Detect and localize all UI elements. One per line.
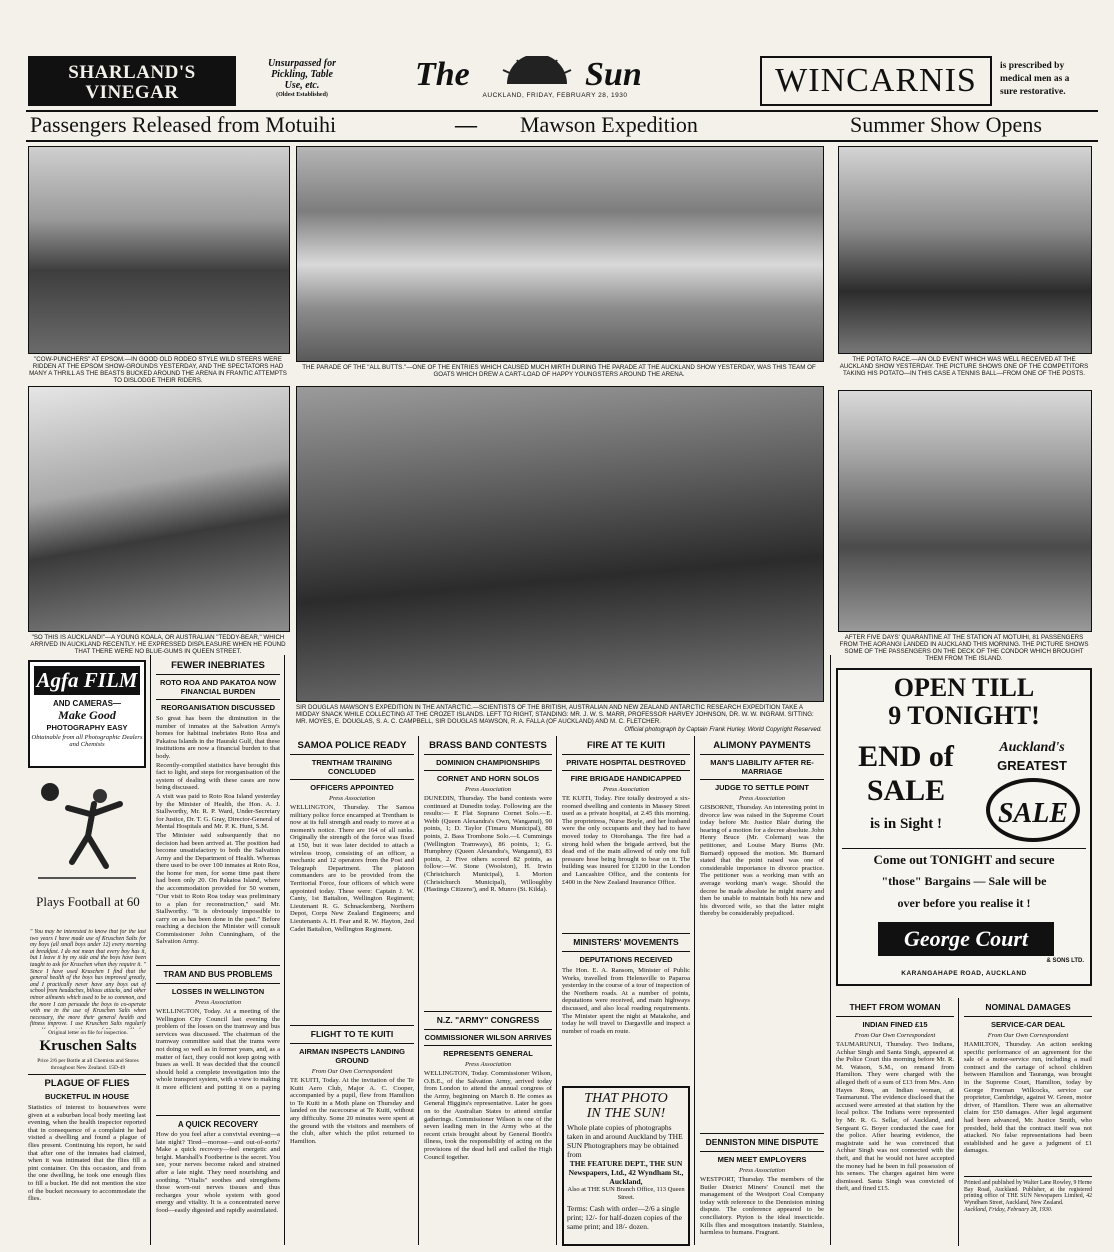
quarantine-caption: AFTER FIVE DAYS' QUARANTINE AT THE STATION AT MOTUIHI, 81 PASSENGERS FROM THE AORANGI LANDED IN AUCKLAND THIS MORNING. THE PICTURE SHOWS SOME OF THE PASSENGERS ON THE DECK OF THE CONDOR WHICH BROUGHT THEM FROM THE ISLAND. [839,634,1089,662]
sharlands-brand: SHARLAND'S VINEGAR [68,62,196,103]
nameplate-sun: Sun [585,56,642,93]
george-court-brand: George Court [878,922,1054,956]
nameplate-the: The [415,56,470,93]
banner-center: Mawson Expedition [520,112,698,137]
samoa-article: SAMOA POLICE READY TRENTHAM TRAINING CONCLUDED OFFICERS APPOINTED Press Association WELLINGTON, Thursday. The Samoa military police force encamped at Trentham is now at its full strength and ready to move at a moment's notice. There are 164 of all ranks. Originally the strength of the force was fixed at 150, but it was later decided to attach a wireless troop, consisting of an officer, a mechanic and 12 operators from the Post and Telegraph Department. The platoon commanders are to be provided from the Territorial Force, four officers of which were appointed today. These were: Captain J. W. Canty, 1st Battalion, Wellington Regiment; Lieutenant R. G. Schnackenberg, Northern Depot, Corps New Zealand Engineers; and Lieutenants A. H. Fear and R. W. Hayton, 2nd Cadet Battalion, Wellington Regiment. [290,740,414,933]
brass-band-article: BRASS BAND CONTESTS DOMINION CHAMPIONSHIPS CORNET AND HORN SOLOS Press Association DUNEDIN, Thursday. The band contests were continued at Dunedin today. Following are the results:— E Flat Soprano Cornet Solo.—E. Webb (Queen Alexandra's Own, Wanganui), 90 points, 1; D. Taylor (Timaru Municipal), 88 points, 2. Bass Trombone Solo.—I. Cummings (Wellington Tramways), 86 points, 1; G. Humphrey (Queen Alexandra's, Wanganui), 83 points, 2. Five others scored 82 points, as follow:—W. Stone (Woolston), H. Irwin (Christchurch Municipal), I. Morton (Christchurch Municipal), Willoughby (Hastings Citizens'), and R. Munro (St. Kilda). [424,740,552,894]
mawson-credit: Official photograph by Captain Frank Hurley. World Copyright Reserved. [624,726,822,733]
footballer-illustration-icon [28,774,146,884]
banner-right: Summer Show Opens [850,112,1042,137]
fire-article: FIRE AT TE KUITI PRIVATE HOSPITAL DESTROYED FIRE BRIGADE HANDICAPPED Press Association TE KUITI, Today. Fire totally destroyed a six-roomed dwelling and contents in Massey Street used as a private hospital, at 2.45 this morning. The proprietress, Nurse Boyle, and her husband were the only occupants and they had to have moved today to Otorohanga. The fire had a strong hold when the brigade arrived, but the dead end of the main allowed of only one full pressure hose being brought to bear on it. The building was insured for £1200 in the London and Lancashire Office, and the contents for £400 in the New Zealand Insurance Office. [562,740,690,886]
banner-left: Passengers Released from Motuihi [30,112,337,137]
quarantine-passengers-photo [838,390,1092,632]
mawson-caption: SIR DOUGLAS MAWSON'S EXPEDITION IN THE ANTARCTIC.—SCIENTISTS OF THE BRITISH, AUSTRALIAN AND NEW ZEALAND ANTARCTIC RESEARCH EXPEDITION TAKE A MIDDAY SNACK WHILE COLLECTING AT THE CROZET ISLANDS. LEFT TO RIGHT, STANDING: MR. J. W. S. MARR, PROFESSOR HARVEY JOHNSON, DR. W. W. INGRAM. SITTING: MR. MOYES, E. DOUGLAS, S. A. C. CAMPBELL, SIR DOUGLAS MAWSON, R. A. FALLA (OF AUCKLAND) AND M. C. FLETCHER. [296,704,814,725]
cow-punchers-photo [28,146,290,354]
koala-caption: "SO THIS IS AUCKLAND!"—A YOUNG KOALA, OR AUSTRALIAN "TEDDY-BEAR," WHICH ARRIVED IN AUCKLAND RECENTLY. HE EXPRESSED DISPLEASURE WHEN HE FOUND THAT THERE WERE NO BLUE-GUMS IN QUEEN STREET. [30,634,286,655]
paper-nameplate [405,52,705,102]
kruschen-note: Original letter on file for inspection. [48,1030,128,1036]
george-court-sale-ad: OPEN TILL 9 TONIGHT! END of SALE is in Sight ! Auckland's GREATEST SALE Come out TONIGHT and secure "those" Bargains — Sale will be over before you realise it ! George Court & SONS LTD. KARANGAHAPE ROAD, AUCKLAND [836,668,1092,986]
kruschen-brand: Kruschen Salts [39,1038,137,1054]
agfa-brand: Agfa FILM [34,666,140,695]
cow-punchers-caption: "COW-PUNCHERS" AT EPSOM.—IN GOOD OLD RODEO STYLE WILD STEERS WERE RIDDEN AT THE EPSOM SHOW-GROUNDS YESTERDAY, AND THE SPECTATORS HAD MANY A THRILL AS THE BEASTS BUCKED AROUND THE ARENA IN FRANTIC ATTEMPTS TO DISLODGE THEIR RIDERS. [29,356,287,384]
potato-race-photo [838,146,1092,354]
koala-photo [28,386,290,632]
ministers-article: MINISTERS' MOVEMENTS DEPUTATIONS RECEIVED The Hon. E. A. Ransom, Minister of Public Works, travelled from Helensville to Paparoa yesterday in the course of a tour of inspection of the Northern roads. At a number of points, deputations were received, and main highways discussed, and also local roading requirements. The Minister spent the night at Matakohe, and today he will travel to Dargaville and inspect a number of roads en route. [562,930,690,1078]
sharlands-vinegar-ad [28,56,236,106]
tram-bus-article: TRAM AND BUS PROBLEMS LOSSES IN WELLINGTON Press Association WELLINGTON, Today. At a meeting of the Wellington City Council last evening the problem of the losses on the tramway and bus services was discussed. The chairman of the tramway committee said that the trams were not doing so well as in former years, and, as a matter of fact, they could not keep going with buses as well. It was decided that the council should hold a complete investigation into the whole transport system, with a view to making it more efficient and putting it on a paying [156,962,280,1093]
dateline: AUCKLAND, FRIDAY, FEBRUARY 28, 1930 [482,92,628,99]
sharlands-tagline: Unsurpassed for Pickling, Table Use, etc. (Oldest Established) [267,58,337,98]
quick-recovery-article: A QUICK RECOVERY How do you feel after a convivial evening—a late night? Tired—morose—and out-of-sorts? Make a quick recovery—feel energetic and bright. Marshall's Footberine is the secret. You see, your nerves become raked and strained after a late night. They need nourishing and soothing. "Vitalis" soothes and strengthens those worn-out nerves tissues and thus recharges your whole system with good energy and vitality. It is a concentrated nerve food—easily digested and rapidly assimilated. [156,1112,280,1248]
flight-article: FLIGHT TO TE KUITI AIRMAN INSPECTS LANDING GROUND From Our Own Correspondent TE KUITI, Today. At the invitation of the Te Kuiti Aero Club, Major A. C. Cooper, accompanied by a pupil, flew from Hamilton to Te Kuiti in a Moth plane on Thursday and landed on the racecourse at Te Kuiti, without any difficulty. Some 20 minutes were spent at the ground with the visitors and members of the club, after which the pilot returned to Hamilton. [290,1022,414,1228]
inebriates-article: FEWER INEBRIATES ROTO ROA AND PAKATOA NOW FINANCIAL BURDEN REORGANISATION DISCUSSED So great has been the diminution in the number of inmates at the Salvation Army's homes for habitual inebriates Roto Roa and Pakatoa Islands in the Hauraki Gulf, that these institutions are now a financial burden to that body. Recently-compiled statistics have brought this fact to light, and steps for reorganisation of the system of dealing with these cases are now being discussed. A visit was paid to Roto Roa Island yesterday by the Minister of Health, the Hon. A. J. Stallworthy, Mr. R. P. Ward, Under-Secretary for Justice, Dr. T. G. Gray, Director-General of Mental Hospitals and Mr. P. K. Hunt, S.M. The Minister said subsequently that no decision had been arrived at. The position had become unsatisfactory to both the Salvation Army and the Department of Health. Whereas there used to be over 100 inmates at Roto Roa, the home for men, for some time past there had been only 20. On Pakatoa Island, where the accommodation provided for 50 women, "Our visit to Roto Roa today was preliminary to a plan for reconstruction," said Mr. Stallworthy. "It is obviously impossible to carry on as has been done in the past." Before reaching a decision the Minister will consult Commissioner John Cunningham, of the Salvation Army. [156,660,280,945]
wincarnis-ad [760,56,992,106]
sale-circle: SALE [986,778,1080,842]
theft-article: THEFT FROM WOMAN INDIAN FINED £15 From Our Own Correspondent TAUMARUNUI, Thursday. Two Indians, Achhar Singh and Santa Singh, appeared at the Police Court this morning before Mr. R. M. Watson, S.M., on remand from Hamilton. They were charged with the alleged theft of a sum of £13 from Mrs. Ann Hayes Ross, an Indian woman, at Taumarunui. The evidence disclosed that the accused were arrested at that station by the local police. The Indians were represented by Mr. R. G. Sellar, of Auckland, and Sergeant G. Boyer conducted the case for the police. After hearing evidence, the magistrate said he was convinced that Achhar Singh was not connected with the theft, and that he would not have accepted the money had he been in full possession of his senses. The charges against him were dismissed. Santa Singh was convicted of theft, and fined £15. [836,1002,954,1193]
kruschen-price: Price 2/6 per Bottle at all Chemists and Stores throughout New Zealand. 15D-49 [37,1058,139,1071]
all-butts-parade-photo [296,146,824,362]
alimony-article: ALIMONY PAYMENTS MAN'S LIABILITY AFTER RE-MARRIAGE JUDGE TO SETTLE POINT Press Association GISBORNE, Thursday. An interesting point in divorce law was raised in the Supreme Court today before Mr. Justice Blair during the hearing of a motion for a decree absolute. John Henry Bruce (Mr. Coleman) was the petitioner, and Louise Mary Burns (Mr. Burnard) opposed the motion. Mr. Burnard stated that the point raised was one of considerable importance in divorce practice. The petitioner was a working man with an average working man's wage. Should the decree be made absolute he might marry and then be unable to maintain both his new and his divorced wife, so that the latter might thereby be considerably prejudiced. [700,740,824,918]
damages-article: NOMINAL DAMAGES SERVICE-CAR DEAL From Our Own Correspondent HAMILTON, Thursday. An action seeking specific performance of an agreement for the sale of a motor-service run, including a mail contract and the cartage of school children between Hamilton and Tauranga, was brought in the Supreme Court, Hamilton, today by George Freeman Willcocks, service car proprietor, Cambridge, against W. Green, motor driver, of Hamilton. There was an alternative claim for £50 damages. After legal argument had been advanced, Mr. Justice Smith, who presided, held that the contract itself was not attacked. No false representations had been established and he gave a judgment of £1 damages. Printed and published by Walter Lane Rowley, 9 Herne Bay Road, Auckland. Publisher, at the registered printing office of THE SUN Newspapers Limited, 42 Wyndham Street, Auckland, New Zealand. Auckland, Friday, February 28, 1930. [964,1002,1092,1214]
agfa-ad: Agfa FILM AND CAMERAS— Make Good PHOTOGRAPHY EASY Obtainable from all Photographic Dealers and Chemists [28,660,146,768]
that-photo-ad: THAT PHOTO IN THE SUN! Whole plate copies of photographs taken in and around Auckland by THE SUN Photographers may be obtained from THE FEATURE DEPT., THE SUN Newspapers, Ltd., 42 Wyndham St., Auckland, Also at THE SUN Branch Office, 113 Queen Street. Terms: Cash with order—2/6 a single print; 12/- for half-dozen copies of the same print; and 18/- dozen. [562,1086,690,1246]
flies-article: PLAGUE OF FLIES BUCKETFUL IN HOUSE Statistics of interest to housewives were given at a suburban local body meeting last evening, when the health inspector reported that in consequence of a complaint he had visited a dwelling and found a plague of flies present. Continuing his report, he said that after one of the inmates had claimed, when it was intimated that the flies fill a pint container. On this occasion, and from the one dwelling, he took one enough flies to fill a bucket. He did not mention the size of the bucket necessary to accommodate the flies. [28,1078,146,1203]
wincarnis-tagline: is prescribed by medical men as a sure restorative. [1000,61,1070,97]
kruschen-headline: Plays Football at 60 [36,894,140,909]
army-congress-article: N.Z. "ARMY" CONGRESS COMMISSIONER WILSON ARRIVES REPRESENTS GENERAL Press Association WELLINGTON, Today. Commissioner Wilson, O.B.E., of the Salvation Army, arrived today from London to attend the annual congress of the Army, beginning on March 8. He comes as General Higgins's representative. Later he goes on to the Australian States to attend similar gatherings. Commissioner Wilson is one of the seven leading men in the Army who at the recent crisis brought about by General Booth's illness, took the responsibility of acting on the provisions of the dead hell and called the High Council together. [424,1008,552,1221]
wincarnis-brand: WINCARNIS [775,62,977,99]
all-butts-caption: THE PARADE OF THE "ALL BUTTS."—ONE OF THE ENTRIES WHICH CAUSED MUCH MIRTH DURING THE PARADE AT THE AUCKLAND SHOW YESTERDAY, WAS THIS TEAM OF GOATS WHICH DREW A CART-LOAD OF HAPPY YOUNGSTERS AROUND THE ARENA. [302,364,816,378]
banner-dash: — [455,112,477,137]
denniston-article: DENNISTON MINE DISPUTE MEN MEET EMPLOYERS Press Association WESTPORT, Thursday. The members of the Butler District Miners' Council met the management of the Westport Coal Company today with reference to the Denniston mining dispute. The conference appeared to be conciliatory. Ptyton is the ideal insecticide. Kills flies and mosquitoes instantly. Stainless, harmless to humans. Fragrant. [700,1130,824,1243]
mawson-expedition-photo [296,386,824,702]
rising-sun-emblem-icon [497,56,577,86]
kruschen-testimonial: " You may be interested to know that for the last two years I have made use of Kruschen Salts for my boys (all small boys under 12) every morning at breakfast. I do not mean that every boy has it, but I leave it by my side and the boys have been taught to ask for Kruschen when they require it. " Since I have used Kruschen I find that the general health of the boys has improved greatly, and I practically never have any boys out of school from headaches, bilious attacks, and other minor ailments which used to be so common, and the more I can persuade the boys to co-operate with me in the use of Kruschen Salts when necessary, the more their general health and fitness improve. I use Kruschen Salts regularly [30,929,146,1028]
potato-race-caption: THE POTATO RACE.—AN OLD EVENT WHICH WAS WELL RECEIVED AT THE AUCKLAND SHOW YESTERDAY. THE PICTURE SHOWS ONE OF THE COMPETITORS TAKING HIS POTATO—IN THIS CASE A TENNIS BALL—FROM ONE OF THE POSTS. [839,356,1089,377]
